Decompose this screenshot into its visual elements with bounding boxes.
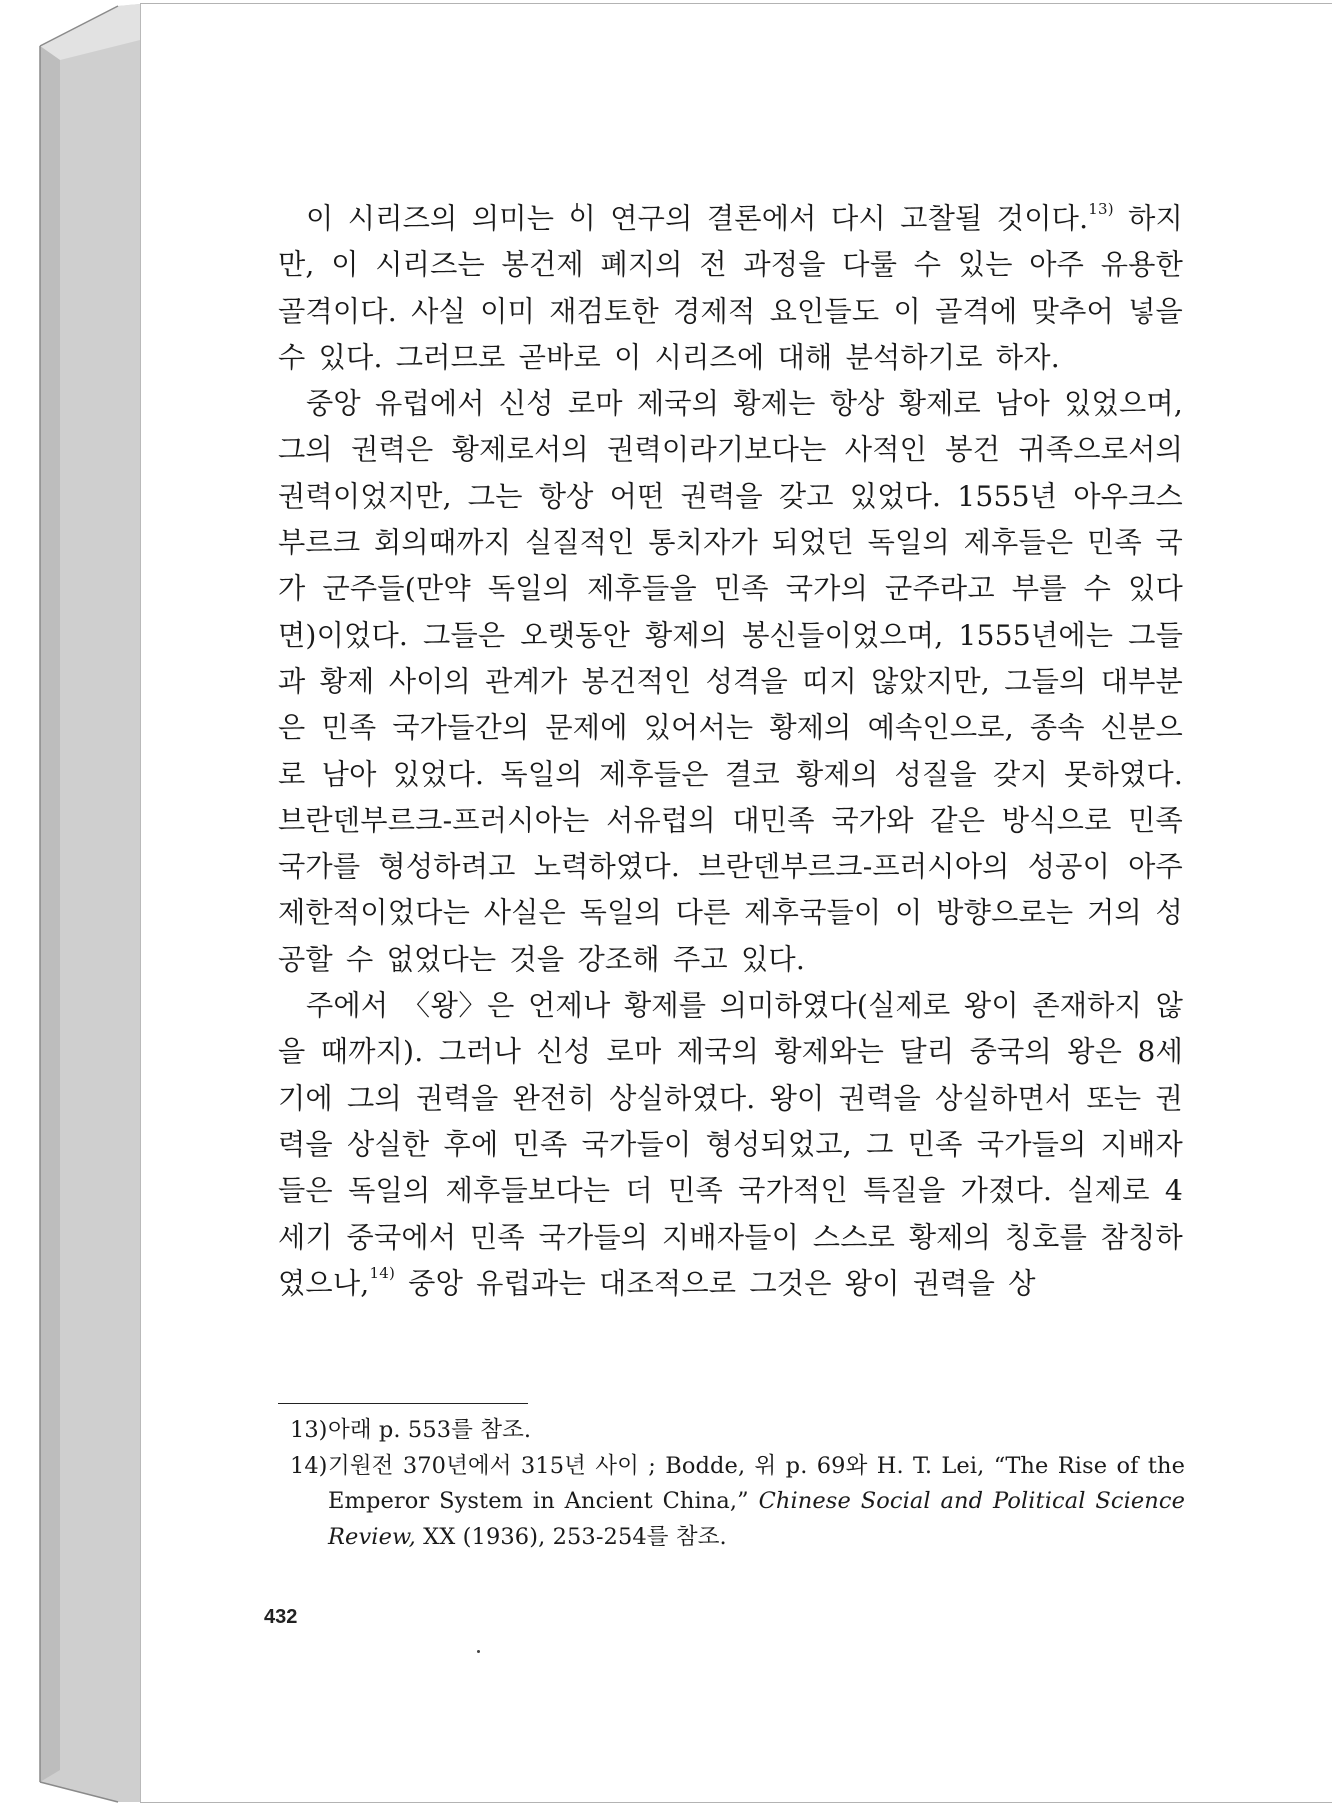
paragraph-text: 중앙 유럽에서 신성 로마 제국의 황제는 항상 황제로 남아 있었으며, 그의 권력은 황제로서의 권력이라기보다는 사적인 봉건 귀족으로서의 권력이었지만, 그는 항상 어떤 권력을 갖고 있었다. 1555년 아우크스부르크 회의때까지 실질적인 통치자가 되었던 독일의 제후들은 민족 국가 군주들(만약 독일의 제후들을 민족 국가의 군주라고 부를 수 있다면)이었다. 그들은 오랫동안 황제의 봉신들이었으며, 1555년에는 그들과 황제 사이의 관계가 봉건적인 성격을 띠지 않았지만, 그들의 대부분은 민족 국가들간의 문제에 있어서는 황제의 예속인으로, 종속 신분으로 남아 있었다. 독일의 제후들은 결코 황제의 성질을 갖지 못하였다. 브란덴부르크-프러시아는 서유럽의 대민족 국가와 같은 방식으로 민족 국가를 형성하려고 노력하였다. 브란덴부르크-프러시아의 성공이 아주 제한적이었다는 사실은 독일의 다른 제후국들이 이 방향으로는 거의 성공할 수 없었다는 것을 강조해 주고 있다.	[278, 387, 1183, 976]
footnote-reference: 13)	[1088, 199, 1114, 218]
footnotes	[290, 1413, 1185, 1555]
footnote	[290, 1413, 1185, 1449]
footnote-number: 14)	[290, 1452, 328, 1479]
body-paragraph	[278, 983, 1183, 1307]
paragraph-text: 주에서 〈왕〉은 언제나 황제를 의미하였다(실제로 왕이 존재하지 않을 때까지). 그러나 신성 로마 제국의 황제와는 달리 중국의 왕은 8세기에 그의 권력을 완전히 상실하였다. 왕이 권력을 상실하면서 또는 권력을 상실한 후에 민족 국가들이 형성되었고, 그 민족 국가들의 지배자들은 독일의 제후들보다는 더 민족 국가적인 특질을 가졌다. 실제로 4세기 중국에서 민족 국가들의 지배자들이 스스로 황제의 칭호를 참칭하였으나,	[278, 989, 1183, 1300]
footnote-number: 13)	[290, 1417, 328, 1443]
body-paragraph	[278, 381, 1183, 983]
page-number: 432	[264, 1606, 298, 1628]
scan-speck	[477, 1650, 480, 1653]
footnote	[290, 1449, 1185, 1556]
paragraph-text: 하지만, 이 시리즈는 봉건제 폐지의 전 과정을 다룰 수 있는 아주 유용한 골격이다. 사실 이미 재검토한 경제적 요인들도 이 골격에 맞추어 넣을 수 있다. 그러므로 곧바로 이 시리즈에 대해 분석하기로 하자.	[278, 202, 1183, 374]
footnote-segment: 아래 p. 553를 참조.	[328, 1417, 532, 1443]
footnote-journal-title: Chinese Social and Political Science Review,	[328, 1488, 1185, 1550]
book-spine-edge	[40, 46, 60, 1782]
paragraph-text: 이 시리즈의 의미는 이 연구의 결론에서 다시 고찰될 것이다.	[306, 202, 1089, 235]
footnote-separator	[278, 1403, 528, 1404]
footnote-reference: 14)	[369, 1264, 395, 1283]
body-paragraph	[278, 196, 1183, 381]
paragraph-text: 중앙 유럽과는 대조적으로 그것은 왕이 권력을 상	[395, 1266, 1036, 1300]
footnote-text	[328, 1413, 1185, 1449]
footnote-text	[328, 1449, 1185, 1556]
footnote-segment: 기원전 370년에서 315년 사이 ; Bodde, 위 p. 69와 H. T. Lei, “The Rise of the Emperor System in Ancient China,”	[328, 1452, 1185, 1514]
footnote-segment: XX (1936), 253-254를 참조.	[415, 1523, 727, 1550]
body-text	[278, 196, 1183, 1307]
